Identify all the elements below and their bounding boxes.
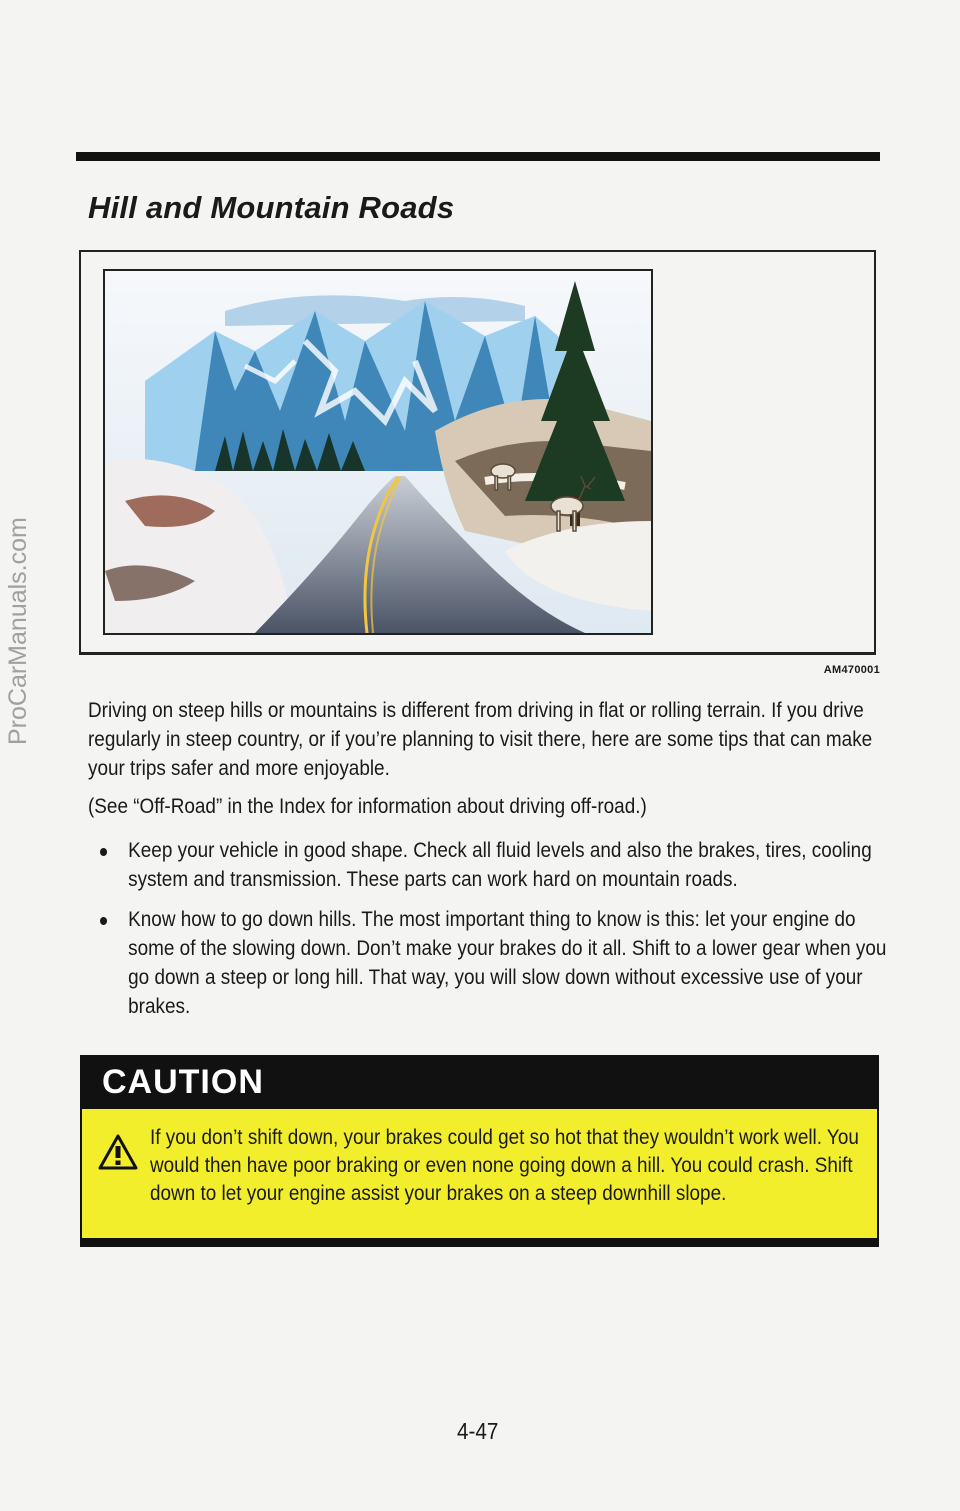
intro-paragraph: Driving on steep hills or mountains is different from driving in flat or rolling terrain. If you drive regularly in steep country, or if you’re planning to visit there, here are some tips that can make your trips safer and more enjoyable. — [88, 698, 873, 780]
see-also-note: (See “Off-Road” in the Index for information about driving off-road.) — [88, 794, 647, 818]
list-item-text: Know how to go down hills. The most important thing to know is this: let your engine do some of the slowing down. Don’t make your brakes do it all. Shift to a lower gear when you go down a steep or long hill. That way, you will slow down without excessive use of your brakes. — [128, 907, 887, 1018]
page-number: 4-47 — [457, 1418, 499, 1444]
mountain-road-illustration — [103, 269, 653, 635]
section-title: Hill and Mountain Roads — [88, 190, 455, 225]
list-item — [100, 905, 903, 1021]
top-rule — [76, 152, 880, 161]
bullet-icon — [100, 917, 107, 925]
tips-list — [100, 836, 960, 1032]
caution-box — [80, 1055, 879, 1247]
list-item-text: Keep your vehicle in good shape. Check all fluid levels and also the brakes, tires, cooling system and transmission. These parts can work hard on mountain roads. — [128, 838, 872, 891]
caution-text: If you don’t shift down, your brakes could get so hot that they wouldn’t work well. You would then have poor braking or even none going down a hill. You could crash. Shift down to let your engine assist your brakes on a steep downhill slope. — [150, 1125, 859, 1205]
figure-id: AM470001 — [823, 664, 880, 676]
caution-bottom-band — [82, 1238, 877, 1245]
watermark: ProCarManuals.com — [4, 517, 32, 745]
bullet-icon — [100, 848, 107, 856]
caution-header — [82, 1057, 877, 1109]
caution-title: CAUTION — [102, 1063, 264, 1101]
list-item — [100, 836, 903, 894]
warning-triangle-icon — [98, 1134, 138, 1170]
